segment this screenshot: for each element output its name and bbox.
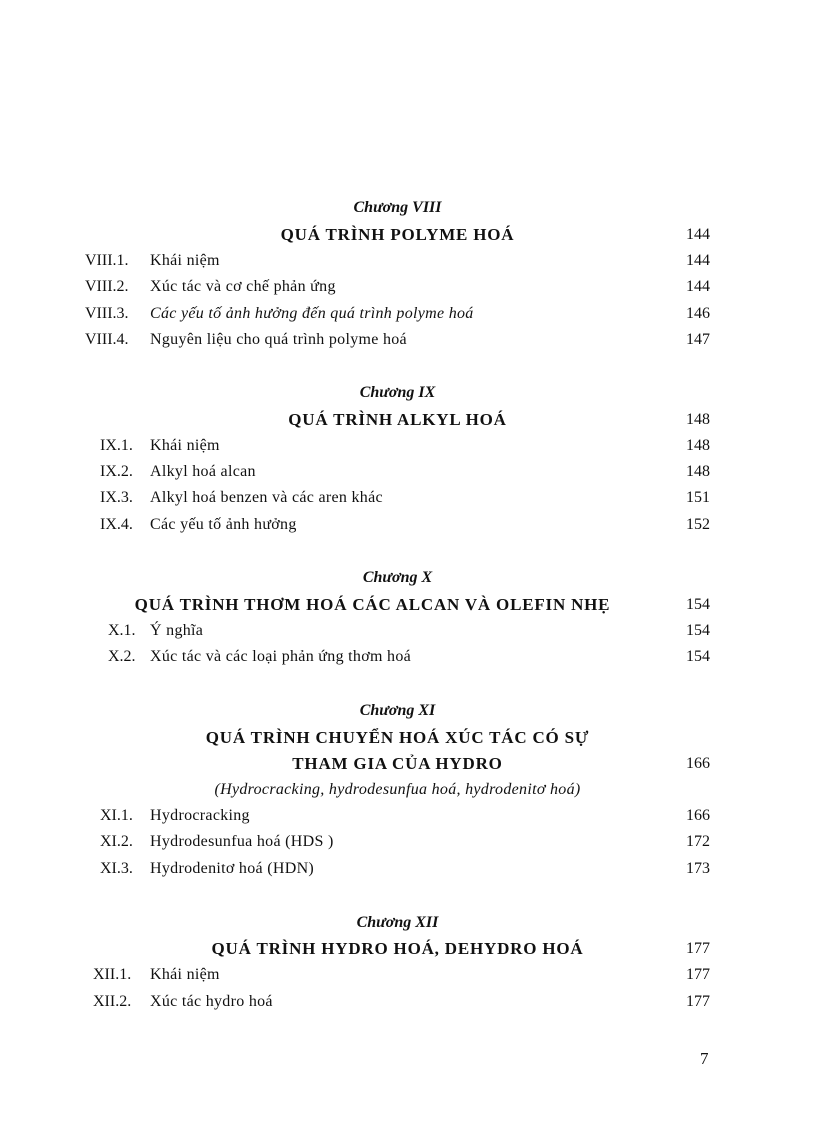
section-page: 172 xyxy=(686,833,710,850)
section-number: VIII.2. xyxy=(85,278,129,295)
section-number: XI.1. xyxy=(100,807,133,824)
section-page: 151 xyxy=(686,489,710,506)
section-number: IX.4. xyxy=(100,516,133,533)
chapter-page: 144 xyxy=(686,226,710,243)
section-number: X.1. xyxy=(108,622,136,639)
chapter-title: QUÁ TRÌNH HYDRO HOÁ, DEHYDRO HOÁ xyxy=(211,939,584,958)
section-page: 154 xyxy=(686,648,710,665)
section-page: 148 xyxy=(686,437,710,454)
chapter-heading: Chương X xyxy=(362,569,433,586)
section-page: 144 xyxy=(686,278,710,295)
section-number: VIII.3. xyxy=(85,305,129,322)
chapter-page: 154 xyxy=(686,596,710,613)
section-page: 166 xyxy=(686,807,710,824)
section-number: VIII.1. xyxy=(85,252,129,269)
section-number: IX.2. xyxy=(100,463,133,480)
chapter-page: 166 xyxy=(686,755,710,772)
section-title: Khái niệm xyxy=(150,252,220,269)
section-title: Hydrodesunfua hoá (HDS ) xyxy=(150,833,334,850)
section-title: Các yếu tố ảnh hưởng xyxy=(150,516,297,533)
section-page: 177 xyxy=(686,993,710,1010)
section-title: Alkyl hoá benzen và các aren khác xyxy=(150,489,383,506)
section-title: Khái niệm xyxy=(150,966,220,983)
section-page: 144 xyxy=(686,252,710,269)
section-number: IX.3. xyxy=(100,489,133,506)
section-page: 152 xyxy=(686,516,710,533)
section-number: VIII.4. xyxy=(85,331,129,348)
section-number: XII.2. xyxy=(93,993,132,1010)
chapter-heading: Chương VIII xyxy=(353,199,442,216)
section-page: 173 xyxy=(686,860,710,877)
section-number: XI.2. xyxy=(100,833,133,850)
chapter-heading: Chương XII xyxy=(356,914,439,931)
section-number: XI.3. xyxy=(100,860,133,877)
chapter-title: QUÁ TRÌNH ALKYL HOÁ xyxy=(288,410,507,429)
chapter-heading: Chương XI xyxy=(359,702,436,719)
page-number: 7 xyxy=(700,1049,709,1068)
chapter-title-line2: THAM GIA CỦA HYDRO xyxy=(292,754,503,773)
section-title: Các yếu tố ảnh hưởng đến quá trình polyme hoá xyxy=(150,305,474,322)
section-title: Ý nghĩa xyxy=(150,622,204,639)
section-title: Nguyên liệu cho quá trình polyme hoá xyxy=(150,331,407,348)
section-title: Xúc tác và cơ chế phản ứng xyxy=(150,278,336,295)
section-title: Xúc tác hydro hoá xyxy=(150,993,273,1010)
section-page: 146 xyxy=(686,305,710,322)
section-title: Hydrocracking xyxy=(150,807,250,824)
chapter-title: QUÁ TRÌNH POLYME HOÁ xyxy=(280,225,515,244)
section-number: X.2. xyxy=(108,648,136,665)
chapter-page: 177 xyxy=(686,940,710,957)
chapter-page: 148 xyxy=(686,411,710,428)
section-number: IX.1. xyxy=(100,437,133,454)
section-page: 154 xyxy=(686,622,710,639)
section-number: XII.1. xyxy=(93,966,132,983)
section-title: Hydrodenitơ hoá (HDN) xyxy=(150,860,315,877)
section-page: 147 xyxy=(686,331,710,348)
section-title: Alkyl hoá alcan xyxy=(150,463,256,480)
chapter-heading: Chương IX xyxy=(359,384,436,401)
section-page: 148 xyxy=(686,463,710,480)
chapter-title: QUÁ TRÌNH CHUYỂN HOÁ XÚC TÁC CÓ SỰ xyxy=(205,728,590,747)
chapter-title: QUÁ TRÌNH THƠM HOÁ CÁC ALCAN VÀ OLEFIN NHẸ xyxy=(134,595,611,614)
chapter-subtitle: (Hydrocracking, hydrodesunfua hoá, hydrodenitơ hoá) xyxy=(214,781,581,798)
section-title: Xúc tác và các loại phản ứng thơm hoá xyxy=(150,648,412,665)
section-page: 177 xyxy=(686,966,710,983)
section-title: Khái niệm xyxy=(150,437,220,454)
